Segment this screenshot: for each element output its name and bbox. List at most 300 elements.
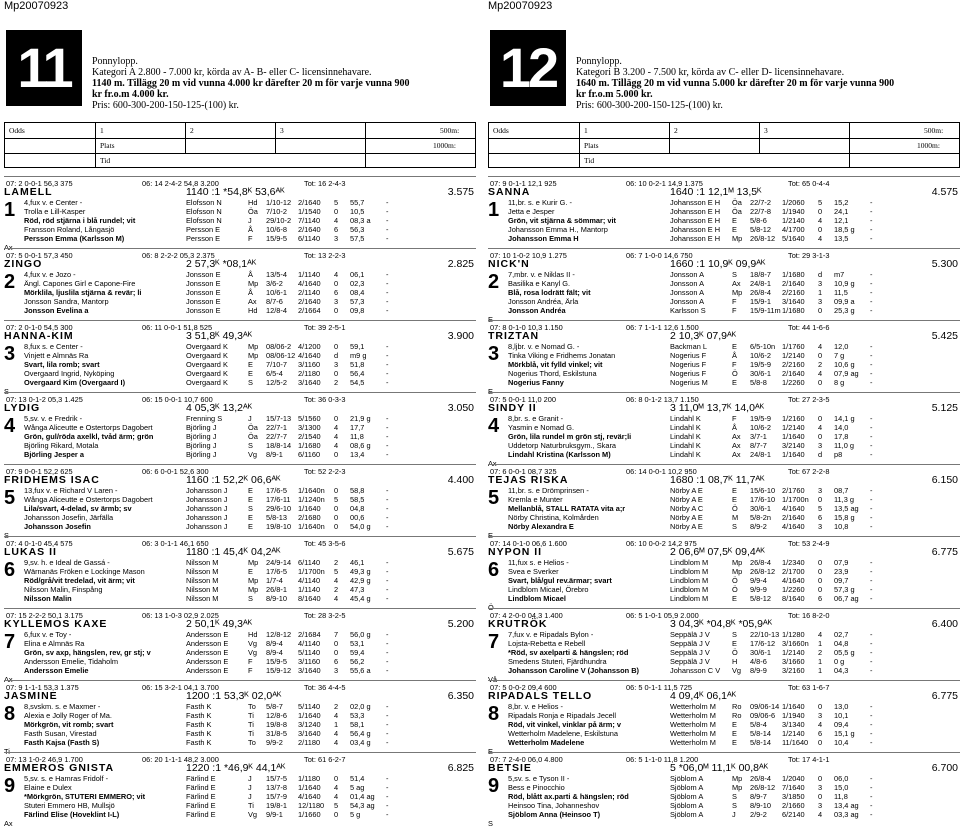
start-cell: Mp [248,351,259,360]
stat-cell: 07: 4 0-1-0 45,4 575 [6,539,73,548]
start-cell: 15/9-5 [266,657,287,666]
start-cell: 5/8-13 [266,513,287,522]
start-row [670,414,960,423]
stat-cell: 06: 8 0-1-2 13,7 1.150 [626,395,699,404]
start-cell: Lindahl K [670,450,701,459]
start-cell: 10,8 [834,522,849,531]
info-line: 4,fux v. e Jozo - [24,270,76,279]
start-cell: 0 [334,450,339,459]
start-cell: 1/1940 [782,207,805,216]
start-cell: - [870,342,873,351]
start-cell: - [870,495,873,504]
info-line: Vinjett e Almnäs Ra [24,351,89,360]
start-cell: Ö [732,576,738,585]
start-cell: 08/06-12 [266,351,296,360]
start-cell: Mp [732,774,743,783]
stat-cell: 06: 7 1-1-1 12,6 1.500 [626,323,699,332]
start-cell: - [870,711,873,720]
stat-cell: 06: 14 2-4-2 54,8 3.200 [142,179,219,188]
start-cell: - [870,423,873,432]
start-cell: 17/6-11 [266,495,291,504]
start-row [670,738,960,747]
start-cell: 3 [334,297,339,306]
start-cell: 3 [818,801,823,810]
info-line: 8,ljbr. v. e Nomad G. - [508,342,580,351]
start-row [670,774,960,783]
info-line: 6,fux v. e Toy - [24,630,72,639]
start-cell: 3/1850 [782,792,805,801]
start-cell: 15,2 [834,198,849,207]
horse-record: 4 05,3ᴷ 13,2ᴬᴷ [186,402,253,414]
start-cell: Hd [248,630,258,639]
start-cell: 3/6-2 [266,279,283,288]
start-cell: 0 [334,504,339,513]
start-cell: 18/8-14 [266,441,292,450]
start-cell: 1/2040 [782,774,805,783]
info-line: Johansson Emma H [508,234,579,243]
start-cell: 1/10-12 [266,198,292,207]
info-line: Röd, vit vinkel, vinklar på ärm; v [508,720,621,729]
start-cell: Nogerius F [670,360,707,369]
info-line: Nilsson Malin [24,594,72,603]
start-row [186,594,476,603]
start-cell: 2/1680 [298,513,321,522]
start-row [186,801,476,810]
start-cell: 57,3 [350,297,365,306]
start-cell: - [870,810,873,819]
start-row [186,342,476,351]
start-cell: Elofsson N [186,198,222,207]
start-cell: - [870,207,873,216]
start-row [670,522,960,531]
start-cell: - [870,414,873,423]
start-cell: m7 [834,270,845,279]
start-cell: F [248,234,253,243]
start-cell: Jonsson A [670,297,705,306]
start-cell: 0 [818,576,823,585]
entry-divider [488,536,960,537]
start-cell: 4 [334,783,339,792]
start-cell: 4/1140 [298,639,321,648]
start-cell: - [386,630,389,639]
start-cell: 17,7 [350,423,365,432]
start-cell: 0 [334,207,339,216]
start-cell: 03,3 ag [834,810,859,819]
start-row [186,585,476,594]
start-cell: 9/9-4 [750,576,767,585]
start-cell: 8/9-2 [750,522,767,531]
start-cell: 54,0 g [350,522,371,531]
start-cell: 9/9-9 [750,585,767,594]
start-row [186,288,476,297]
stat-cell: Tot: 52 2-2-3 [304,467,346,476]
start-cell: 09,9 a [834,297,855,306]
start-cell: 06,1 [350,270,365,279]
info-line: Lila/svart, 4-delad, sv ärmb; sv [24,504,132,513]
start-cell: d [818,270,823,279]
stat-cell: 06: 8 2-2-2 05,3 2.375 [142,251,215,260]
start-cell: S [732,630,737,639]
start-cell: p8 [834,450,843,459]
start-cell: 1/1760 [782,342,805,351]
start-cell: Jonsson A [670,279,705,288]
grid-label: 1 [100,126,104,135]
stat-cell: 07: 14 0-1-0 06,6 1.600 [490,539,567,548]
start-cell: Wetterholm M [670,702,716,711]
horse-entry [488,176,960,254]
horse-name: TRIZTAN [488,330,540,342]
start-row [186,297,476,306]
start-cell: 4/1200 [298,342,321,351]
info-line: Ängl. Capones Girl e Capone-Fire [24,279,136,288]
start-cell: Vg [248,450,258,459]
start-cell: 7/1640 [782,783,805,792]
start-cell: 58,5 [350,495,365,504]
start-cell: 2 [334,702,339,711]
start-cell: 04,3 [834,666,849,675]
start-cell: 5/8-14 [750,729,771,738]
recent-starts [186,270,476,315]
start-cell: 3 [818,297,823,306]
start-cell: Ro [732,702,742,711]
start-cell: 59,4 [350,648,365,657]
start-cell: 2/1684 [298,630,321,639]
start-cell: 54,5 [350,378,365,387]
start-cell: 10,6 g [834,360,855,369]
start-cell: E [732,738,737,747]
start-cell: E [248,369,253,378]
start-cell: 4 [334,594,339,603]
stat-cell: 07: 6 0-0-1 08,7 325 [490,467,557,476]
start-cell: - [870,234,873,243]
start-cell: 8/9-4 [266,648,283,657]
start-cell: Nilsson M [186,567,219,576]
horse-record: 1220 :1 *46,9ᴷ 44,1ᴬᴷ [186,762,286,774]
start-cell: Karlsson S [670,306,706,315]
start-cell: Nogerius F [670,351,707,360]
start-cell: - [870,225,873,234]
entry-divider [4,464,476,465]
start-row [186,450,476,459]
track-code: Ax [488,459,497,468]
entry-divider [488,752,960,753]
start-cell: m9 g [350,351,367,360]
start-cell: Johansson E H [670,207,721,216]
start-cell: E [248,567,253,576]
grid-label: Plats [584,141,599,150]
start-cell: Nörby A E [670,513,703,522]
start-cell: Fasth K [186,711,212,720]
start-cell: 49,3 g [350,567,371,576]
start-cell: 1/1180 [298,774,321,783]
start-cell: 6 [334,288,339,297]
start-cell: 1 [818,288,823,297]
grid-line [5,153,475,154]
start-cell: Ax [732,432,741,441]
start-cell: 4/1140 [298,576,321,585]
start-cell: Ti [248,729,254,738]
start-cell: Lindahl K [670,423,701,432]
start-cell: 3/1640 [298,729,321,738]
start-cell: - [870,567,873,576]
start-cell: 24,1 [834,207,849,216]
start-cell: 12,1 [834,216,849,225]
start-cell: 0 [334,513,339,522]
start-cell: Johansson E H [670,198,721,207]
start-cell: - [870,657,873,666]
horse-entry [4,248,476,326]
start-cell: - [386,198,389,207]
horse-entry [488,320,960,398]
start-row [670,342,960,351]
start-cell: Johansson E H [670,234,721,243]
condition-line: Ponnylopp. [92,56,138,67]
start-cell: 09,7 [834,576,849,585]
start-cell: 1/1660 [298,810,321,819]
start-cell: 6 [818,594,823,603]
condition-line: Kategori A 2.800 - 7.000 kr, körda av A- B- eller C- licensinnehavare. [92,67,372,78]
start-cell: 2/1760 [782,486,805,495]
start-number: 7 [488,631,500,653]
start-cell: 15/9-5 [266,234,287,243]
start-cell: 31/8-5 [266,729,287,738]
start-cell: 26/8-4 [750,288,771,297]
start-cell: Ti [248,720,254,729]
grid-label: 1 [584,126,588,135]
start-cell: - [870,360,873,369]
start-cell: 59,1 [350,342,365,351]
start-cell: 1/1640n [298,522,325,531]
start-cell: 18/8-7 [750,270,771,279]
start-cell: F [732,360,737,369]
start-cell: Sjöblom A [670,810,704,819]
start-row [670,207,960,216]
horse-record: 1200 :1 53,3ᴷ 02,0ᴬᴷ [186,690,282,702]
start-row [670,648,960,657]
start-cell: Sjöblom A [670,792,704,801]
horse-name: NYPON II [488,546,543,558]
horse-name: KYLLEMOS KAXE [4,618,108,630]
start-cell: Johansson J [186,486,228,495]
start-cell: 6 [818,729,823,738]
info-line: Johansson Caroline V (Johansson B) [508,666,639,675]
start-cell: Fasth K [186,729,212,738]
start-cell: Hd [248,306,258,315]
start-cell: - [870,441,873,450]
info-line: Nörby Alexandra E [508,522,574,531]
horse-entry [4,608,476,686]
start-cell: 1/1540 [298,207,321,216]
horse-info [508,198,672,243]
start-cell: Färlind E [186,792,216,801]
start-cell: 10/6-1 [266,288,287,297]
start-cell: 22/10-13 [750,630,780,639]
start-cell: 26/8-12 [750,783,776,792]
stat-cell: Tot: 44 1-6-6 [788,323,830,332]
horse-info [24,774,188,819]
info-line: 4,fux v. e Center - [24,198,83,207]
info-line: Wetterholm Madelene [508,738,585,747]
stat-cell: Tot: 17 4-1-1 [788,755,830,764]
info-line: Elina e Almnäs Ra [24,639,85,648]
start-cell: 3/1640 [298,378,321,387]
start-cell: 07,9 [834,558,849,567]
start-cell: 2/1640 [782,369,805,378]
start-cell: Å [248,225,253,234]
horse-info [24,558,188,603]
info-line: Jonsson Evelina a [24,306,89,315]
stat-cell: 07: 13 1-0-2 46,9 1.700 [6,755,83,764]
start-cell: 24/9-14 [266,558,292,567]
start-cell: Overgaard K [186,360,228,369]
start-cell: - [386,423,389,432]
start-cell: Nörby A C [670,504,704,513]
start-cell: F [732,297,737,306]
horse-entry [488,608,960,686]
start-row [186,639,476,648]
start-cell: - [870,729,873,738]
track-code: Ax [4,675,13,684]
stat-cell: 07: 9 0-1-1 12,1 925 [490,179,557,188]
info-line: Jetta e Jesper [508,207,555,216]
start-row [670,486,960,495]
start-cell: 6/1140 [298,558,321,567]
start-cell: 11,0 g [834,441,854,450]
start-cell: - [870,801,873,810]
start-cell: 1/1140 [298,270,321,279]
stat-cell: 07: 9 0-0-1 52,2 625 [6,467,73,476]
start-cell: Björling J [186,450,217,459]
start-cell: 13,4 [350,450,365,459]
horse-entry [4,464,476,542]
start-cell: 13,5 [834,234,849,243]
grid-label: 1000m: [917,141,940,150]
start-cell: 0 [818,225,823,234]
race-header [6,30,414,114]
start-row [670,594,960,603]
start-cell: 0 [334,279,339,288]
start-cell: 15/9-12 [266,666,292,675]
start-cell: 1/1240n [298,495,325,504]
start-cell: - [386,792,389,801]
start-cell: 4 [818,423,823,432]
start-cell: 12/8-6 [266,711,287,720]
start-cell: 1 [818,657,823,666]
start-cell: 4 [818,369,823,378]
grid-line [489,138,959,139]
start-row [670,585,960,594]
start-row [670,423,960,432]
grid-label: 2 [190,126,194,135]
start-row [670,216,960,225]
start-cell: 6/5-4 [266,369,283,378]
start-cell: Lindblom M [670,567,709,576]
horse-odds: 5.675 [447,546,474,558]
start-cell: - [870,279,873,288]
start-cell: 2/1640 [298,297,321,306]
start-cell: 04,8 [834,639,849,648]
horse-name: KRUTRÖK [488,618,548,630]
start-cell: Ö [732,648,738,657]
info-line: Alexia e Jolly Roger of Ma. [24,711,112,720]
race-header [490,30,898,114]
start-cell: 10,9 g [834,279,855,288]
start-cell: 0 [334,486,339,495]
start-cell: 2/2160 [782,288,805,297]
start-cell: 4 [334,711,339,720]
start-row [186,351,476,360]
start-cell: 26/8-4 [750,774,771,783]
start-cell: S [248,378,253,387]
start-row [670,279,960,288]
start-cell: 30/6-1 [750,648,771,657]
start-cell: - [386,711,389,720]
info-line: Grön, sv axp, hängslen, rev, gr stj; v [24,648,151,657]
start-cell: Färlind E [186,774,216,783]
stat-cell: Tot: 67 2-2-8 [788,467,830,476]
start-cell: 1/1280 [782,630,805,639]
start-cell: 3 [334,666,339,675]
condition-line: kr fr.o.m 4.000 kr. [92,89,169,100]
start-cell: 08/06-2 [266,342,292,351]
start-cell: - [386,558,389,567]
stat-cell: 06: 20 1-1-1 48,2 3.000 [142,755,219,764]
info-line: Lindblom Micael [508,594,566,603]
right-page [488,0,960,828]
start-cell: 0 [818,432,823,441]
start-cell: - [386,594,389,603]
grid-label: 1000m: [433,141,456,150]
info-line: 5,sv. s. e Hamras Fridolf - [24,774,109,783]
horse-odds: 5.200 [447,618,474,630]
start-cell: 3 [818,279,823,288]
start-cell: Nörby A E [670,495,703,504]
stat-cell: Tot: 27 2-3-5 [788,395,830,404]
info-line: Svart, blå/gul rev.ärmar; svart [508,576,612,585]
horse-info [24,630,188,675]
recent-starts [186,702,476,747]
info-line: Nörby Christina, Kolmården [508,513,599,522]
start-cell: 1/2260 [782,585,805,594]
start-cell: 0 [818,567,823,576]
start-cell: 3/1160 [298,657,321,666]
start-cell: 1/1640 [298,504,321,513]
start-cell: - [386,729,389,738]
start-cell: E [732,378,737,387]
start-cell: - [386,378,389,387]
stat-cell: 07: 7 2-4-0 06,0 4.800 [490,755,563,764]
start-cell: - [386,270,389,279]
start-cell: 09/06-14 [750,702,780,711]
stat-cell: 06: 5 1-0-1 05,9 2.000 [626,611,699,620]
start-cell: 19/8-1 [266,801,287,810]
start-cell: 8/1640 [782,594,805,603]
horse-entry [4,176,476,254]
start-cell: 15/7-9 [266,792,287,801]
start-cell: 22/7-2 [750,198,771,207]
recent-starts [670,270,960,315]
start-row [186,792,476,801]
horse-odds: 6.775 [931,690,958,702]
start-cell: 7 [334,630,339,639]
start-number: 2 [4,271,16,293]
start-cell: E [248,360,253,369]
start-cell: 1/2340 [782,558,805,567]
horse-odds: 6.350 [447,690,474,702]
start-cell: Jonsson E [186,270,221,279]
start-cell: - [870,792,873,801]
start-cell: Jonsson E [186,288,221,297]
